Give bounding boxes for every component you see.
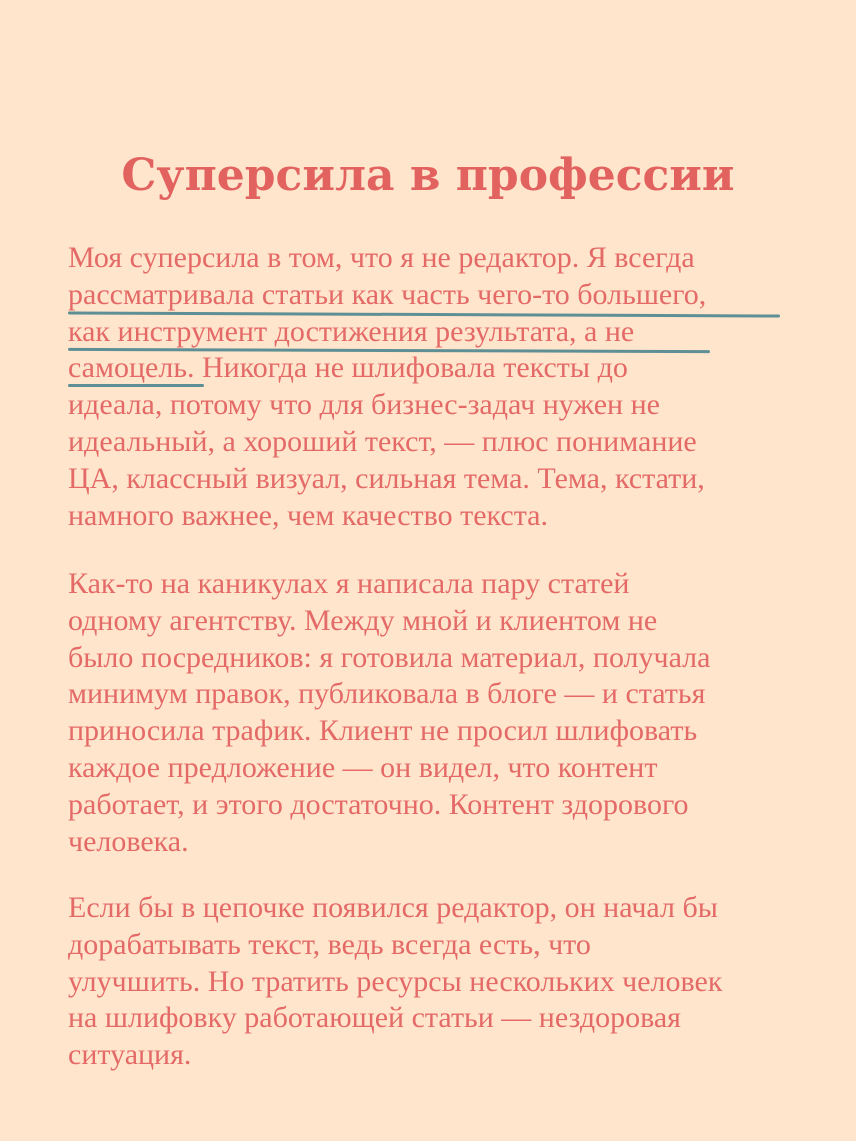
highlight-underline [68,384,204,387]
text-line: человека. [68,824,189,858]
text-line: как инструмент достижения результата, а не [68,314,635,348]
text-line: ситуация. [68,1038,192,1072]
text-line: было посредников: я готовила материал, получала [68,640,711,674]
page-title: Суперсила в профессии [121,150,735,201]
text-line: Как-то на каникулах я написала пару статей [68,567,630,600]
text-line: на шлифовку работающей статьи — нездоровая [68,1001,681,1035]
text-line: одному агентству. Между мной и клиентом не [68,603,658,637]
text-line: идеала, потому что для бизнес-задач нужен не [68,388,660,422]
text-line: Моя суперсила в том, что я не редактор. Я всегда [68,241,695,274]
text-line: Если бы в цепочке появился редактор, он начал бы [68,891,718,924]
text-line: намного важнее, чем качество текста. [68,498,548,532]
text-line: приносила трафик. Клиент не просил шлифовать [68,714,698,748]
text-line: улучшить. Но тратить ресурсы нескольких человек [68,964,723,998]
text-line: рассматривала статьи как часть чего-то большего, [68,277,707,311]
text-line: работает, и этого достаточно. Контент здорового [68,787,689,821]
paragraph-1 [68,240,828,534]
text-line: минимум правок, публиковала в блоге — и статья [68,677,706,711]
text-line: идеальный, а хороший текст, — плюс понимание [68,424,697,458]
text-line: дорабатывать текст, ведь всегда есть, что [68,927,591,961]
text-line: каждое предложение — он видел, что контент [68,750,658,784]
text-line: самоцель. Никогда не шлифовала тексты до [68,351,628,385]
paragraph-3 [68,890,828,1074]
paragraph-2 [68,566,828,860]
text-line: ЦА, классный визуал, сильная тема. Тема, кстати, [68,461,705,495]
